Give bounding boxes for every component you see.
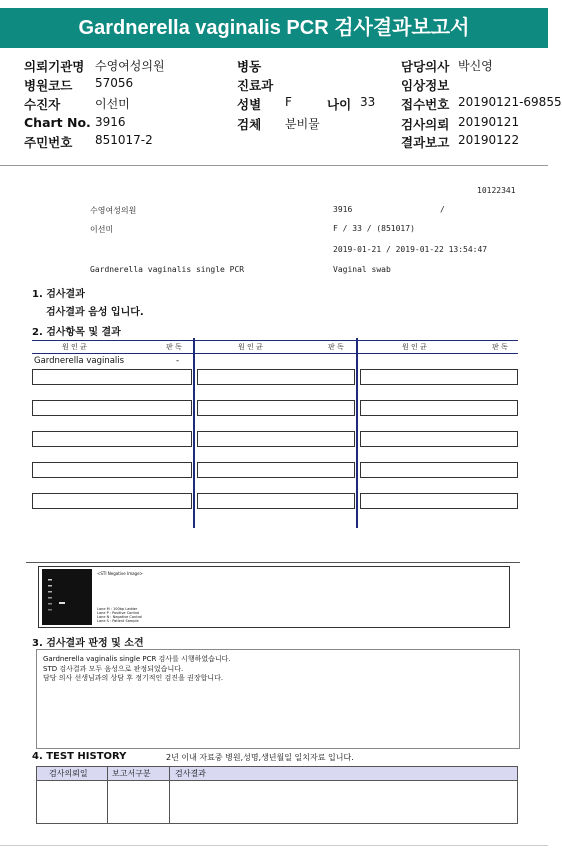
report-chart: 3916 bbox=[333, 205, 353, 214]
sex-value: F bbox=[285, 95, 292, 109]
report-value: 20190122 bbox=[458, 133, 520, 147]
patient-value: 이선미 bbox=[95, 97, 130, 111]
rrn-value: 851017-2 bbox=[95, 133, 153, 147]
gel-legend-item: Lane P : Positive Control bbox=[97, 611, 140, 615]
ward-label: 병동 bbox=[237, 59, 262, 74]
history-col: 보고서구분 bbox=[112, 769, 151, 778]
rrn-label: 주민번호 bbox=[24, 135, 73, 150]
report-dates: 2019-01-21 / 2019-01-22 13:54:47 bbox=[333, 245, 488, 254]
specimen-value: 분비물 bbox=[285, 117, 320, 131]
patient-label: 수진자 bbox=[24, 97, 61, 112]
req-value: 20190121 bbox=[458, 115, 520, 129]
dept-label: 진료과 bbox=[237, 78, 274, 93]
col-header-a2: 원 인 균 bbox=[238, 343, 263, 351]
row1-result: - bbox=[176, 356, 180, 366]
sex-label: 성별 bbox=[237, 97, 262, 112]
header-divider bbox=[0, 165, 548, 166]
section-rule bbox=[26, 562, 520, 563]
result-cell bbox=[360, 431, 518, 447]
report-patient: 이선미 bbox=[90, 225, 114, 234]
result-cell bbox=[32, 369, 192, 385]
result-cell bbox=[360, 493, 518, 509]
result-cell bbox=[32, 431, 192, 447]
gel-legend-item: Lane N : Negative Control bbox=[97, 615, 143, 619]
opinion-line: STD 검사결과 모두 음성으로 판정되었습니다. bbox=[43, 664, 184, 673]
history-col: 검사결과 bbox=[175, 769, 206, 778]
age-label: 나이 bbox=[327, 97, 352, 112]
result-cell bbox=[197, 493, 355, 509]
chart-label: Chart No. bbox=[24, 115, 91, 130]
report-hospital: 수영여성의원 bbox=[90, 206, 137, 215]
row1-organism: Gardnerella vaginalis bbox=[34, 356, 125, 366]
opinion-line: 담당 의사 선생님과의 상담 후 정기적인 검진을 권장합니다. bbox=[43, 674, 224, 682]
specimen-label: 검체 bbox=[237, 117, 262, 132]
opinion-box bbox=[36, 649, 520, 749]
gel-legend bbox=[97, 607, 142, 623]
col-header-b3: 판 독 bbox=[492, 343, 508, 351]
req-label: 검사의뢰 bbox=[401, 117, 450, 132]
history-table bbox=[36, 766, 518, 824]
history-col-divider bbox=[107, 767, 108, 823]
footer-rule bbox=[0, 845, 548, 846]
code-value: 57056 bbox=[95, 76, 134, 90]
history-col-divider bbox=[169, 767, 170, 823]
result-cell bbox=[197, 431, 355, 447]
col-header-b1: 판 독 bbox=[166, 343, 182, 351]
gel-image bbox=[42, 569, 92, 625]
col-header-a1: 원 인 균 bbox=[62, 343, 87, 351]
report-id: 10122341 bbox=[477, 186, 516, 195]
section1-result: 검사결과 음성 입니다. bbox=[46, 307, 144, 318]
report-sexage: F / 33 / (851017) bbox=[333, 224, 415, 233]
report-sample: Vaginal swab bbox=[333, 265, 391, 274]
result-cell bbox=[360, 462, 518, 478]
section4-title: 4. TEST HISTORY bbox=[32, 751, 127, 762]
col-header-b2: 판 독 bbox=[328, 343, 344, 351]
gel-legend-item: Lane M : 100bp Ladder bbox=[97, 607, 138, 611]
gel-image-frame bbox=[38, 566, 510, 628]
result-cell bbox=[197, 400, 355, 416]
table-divider-1 bbox=[193, 338, 195, 528]
result-cell bbox=[360, 400, 518, 416]
opinion-text bbox=[43, 655, 231, 684]
section3-title: 3. 검사결과 판정 및 소견 bbox=[32, 638, 144, 649]
institution-value: 수영여성의원 bbox=[95, 59, 165, 73]
section2-title: 2. 검사항목 및 결과 bbox=[32, 327, 121, 338]
result-cell bbox=[32, 493, 192, 509]
chart-value: 3916 bbox=[95, 115, 126, 129]
age-value: 33 bbox=[360, 95, 376, 109]
result-cell bbox=[197, 369, 355, 385]
institution-label: 의뢰기관명 bbox=[24, 59, 85, 74]
result-table-header bbox=[32, 340, 518, 354]
result-cell bbox=[360, 369, 518, 385]
code-label: 병원코드 bbox=[24, 78, 73, 93]
col-header-a3: 원 인 균 bbox=[402, 343, 427, 351]
section1-title: 1. 검사결과 bbox=[32, 289, 85, 300]
report-test-name: Gardnerella vaginalis single PCR bbox=[90, 265, 245, 274]
report-slash: / bbox=[440, 205, 445, 214]
doctor-label: 담당의사 bbox=[401, 59, 450, 74]
result-cell bbox=[32, 400, 192, 416]
receipt-value: 20190121-69855 bbox=[458, 95, 562, 109]
clinical-label: 임상정보 bbox=[401, 78, 450, 93]
doctor-value: 박신영 bbox=[458, 59, 493, 73]
gel-legend-item: Lane S : Patient Sample bbox=[97, 619, 139, 623]
gel-title: <STI Negative Image> bbox=[97, 571, 143, 576]
history-col: 검사의뢰일 bbox=[49, 769, 88, 778]
report-label: 결과보고 bbox=[401, 135, 450, 150]
receipt-label: 접수번호 bbox=[401, 97, 450, 112]
result-cell bbox=[197, 462, 355, 478]
history-header bbox=[37, 767, 517, 781]
result-cell bbox=[32, 462, 192, 478]
section4-note: 2년 이내 자료중 병원,성명,생년월일 일치자료 입니다. bbox=[166, 753, 354, 762]
opinion-line: Gardnerella vaginalis single PCR 검사를 시행하였습니다. bbox=[43, 655, 231, 663]
table-divider-2 bbox=[356, 338, 358, 528]
report-title: Gardnerella vaginalis PCR 검사결과보고서 bbox=[0, 8, 548, 48]
